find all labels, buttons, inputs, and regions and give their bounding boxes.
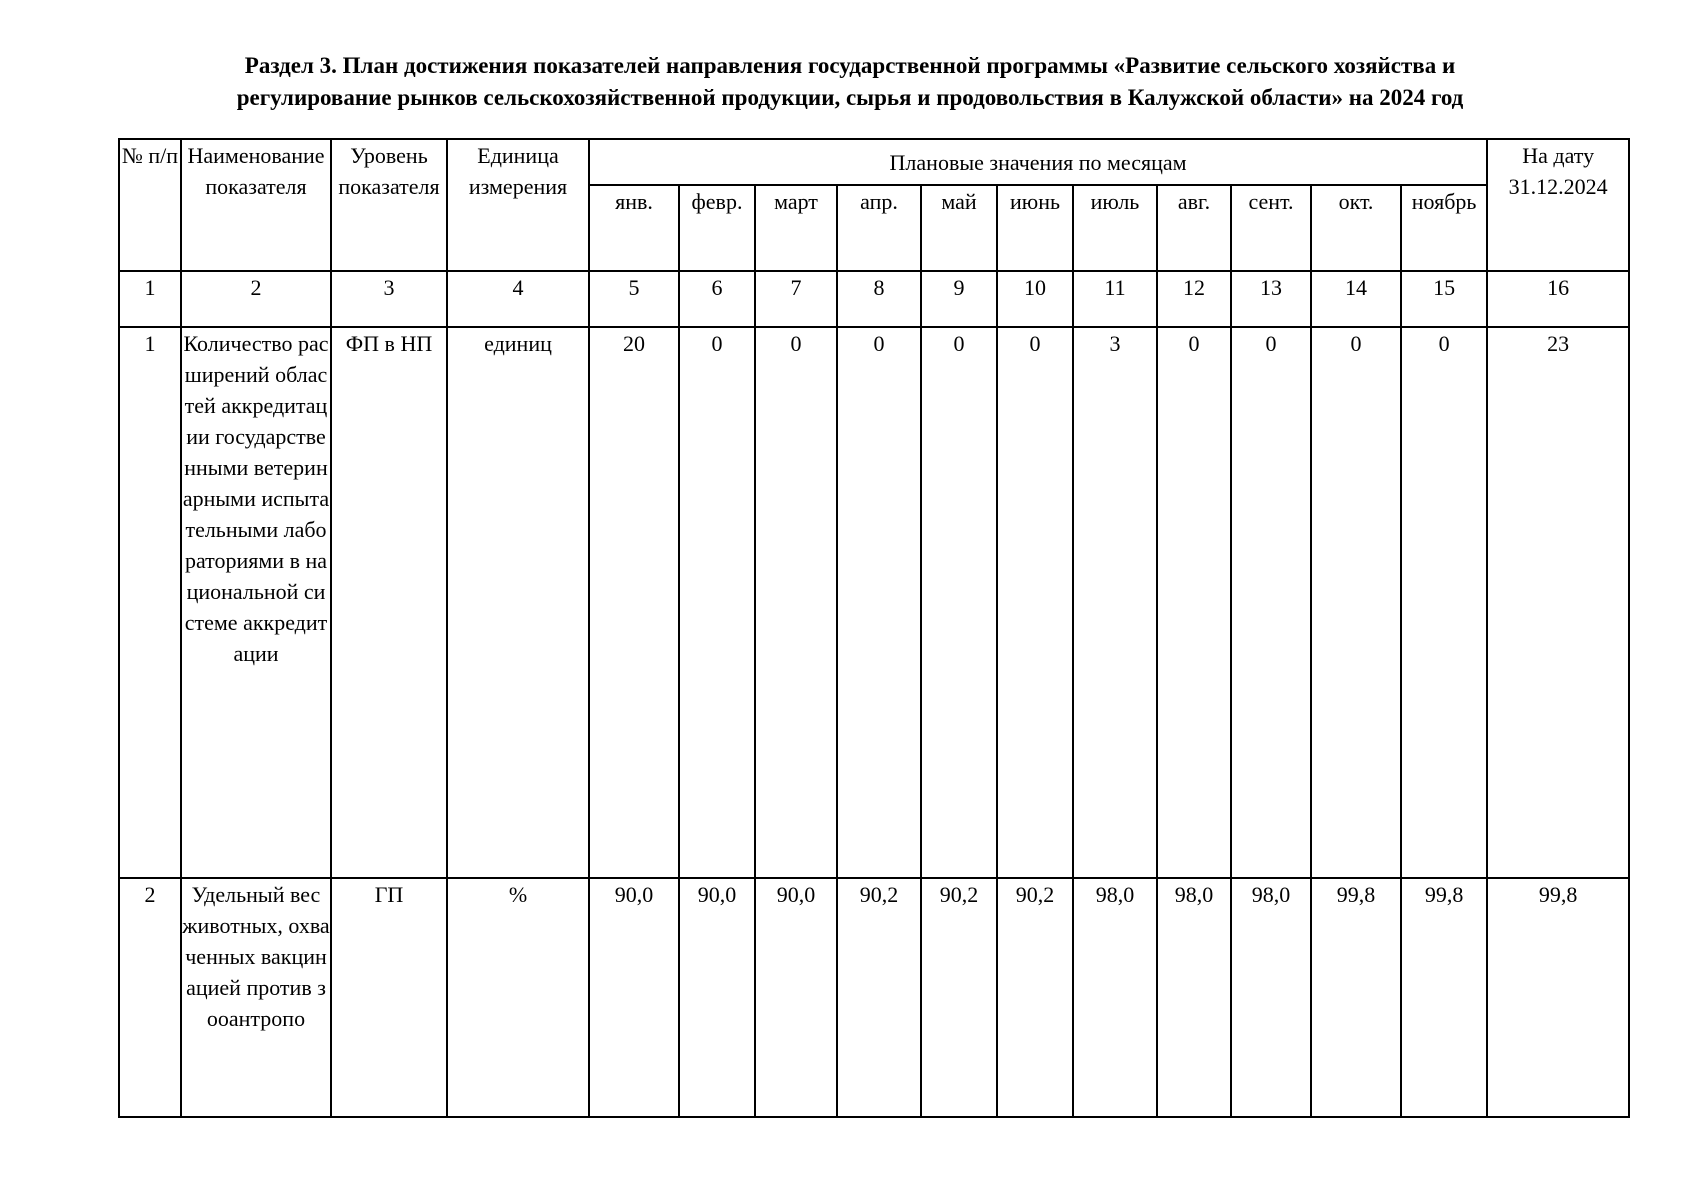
- header-row: [119, 139, 1629, 185]
- column-number: 4: [447, 271, 589, 327]
- column-number: 1: [119, 271, 181, 327]
- table-row: [119, 327, 1629, 878]
- title-line-1: Раздел 3. План достижения показателей направления государственной программы «Развитие сельского хозяйства и: [244, 53, 1456, 78]
- row-month-value: 0: [1401, 327, 1487, 878]
- month-header: ноябрь: [1401, 185, 1487, 271]
- month-header: янв.: [589, 185, 679, 271]
- row-level: ФП в НП: [331, 327, 447, 878]
- month-header: окт.: [1311, 185, 1401, 271]
- column-number: 11: [1073, 271, 1157, 327]
- header-level: Уровень показателя: [331, 139, 447, 271]
- row-month-value: 0: [1157, 327, 1231, 878]
- plan-table: [118, 138, 1630, 1118]
- header-num: № п/п: [119, 139, 181, 271]
- row-month-value: 90,0: [679, 878, 755, 1117]
- row-month-value: 90,2: [921, 878, 997, 1117]
- column-number-row: [119, 271, 1629, 327]
- column-number: 13: [1231, 271, 1311, 327]
- row-month-value: 0: [1231, 327, 1311, 878]
- row-month-value: 0: [755, 327, 837, 878]
- row-total: 23: [1487, 327, 1629, 878]
- header-total: На дату 31.12.2024: [1487, 139, 1629, 271]
- column-number: 3: [331, 271, 447, 327]
- row-month-value: 90,2: [997, 878, 1073, 1117]
- row-month-value: 90,0: [755, 878, 837, 1117]
- row-month-value: 0: [1311, 327, 1401, 878]
- column-number: 14: [1311, 271, 1401, 327]
- column-number: 10: [997, 271, 1073, 327]
- column-number: 6: [679, 271, 755, 327]
- row-month-value: 0: [679, 327, 755, 878]
- page-title: [120, 50, 1580, 114]
- row-level: ГП: [331, 878, 447, 1117]
- month-header: март: [755, 185, 837, 271]
- month-header: июнь: [997, 185, 1073, 271]
- month-header: май: [921, 185, 997, 271]
- header-unit: Единица измерения: [447, 139, 589, 271]
- column-number: 2: [181, 271, 331, 327]
- row-month-value: 99,8: [1311, 878, 1401, 1117]
- row-month-value: 3: [1073, 327, 1157, 878]
- row-num: 2: [119, 878, 181, 1117]
- row-unit: единиц: [447, 327, 589, 878]
- row-num: 1: [119, 327, 181, 878]
- month-header: сент.: [1231, 185, 1311, 271]
- column-number: 15: [1401, 271, 1487, 327]
- row-month-value: 98,0: [1231, 878, 1311, 1117]
- title-line-2: регулирование рынков сельскохозяйственной продукции, сырья и продовольствия в Калужской области» на 2024 год: [236, 85, 1464, 110]
- row-indicator-name: Количество расширений областей аккредитации государственными ветеринарными испытательными лабораториями в национальной системе аккредитации: [181, 327, 331, 878]
- row-month-value: 0: [921, 327, 997, 878]
- column-number: 9: [921, 271, 997, 327]
- header-name: Наименование показателя: [181, 139, 331, 271]
- column-number: 7: [755, 271, 837, 327]
- row-month-value: 90,2: [837, 878, 921, 1117]
- row-unit: %: [447, 878, 589, 1117]
- row-month-value: 20: [589, 327, 679, 878]
- column-number: 5: [589, 271, 679, 327]
- row-month-value: 0: [997, 327, 1073, 878]
- month-header: февр.: [679, 185, 755, 271]
- row-total: 99,8: [1487, 878, 1629, 1117]
- month-header: июль: [1073, 185, 1157, 271]
- header-monthly-group: Плановые значения по месяцам: [589, 139, 1487, 185]
- month-header: апр.: [837, 185, 921, 271]
- row-indicator-name: Удельный вес животных, охваченных вакцинацией против зооантропо: [181, 878, 331, 1117]
- column-number: 8: [837, 271, 921, 327]
- row-month-value: 98,0: [1073, 878, 1157, 1117]
- row-month-value: 0: [837, 327, 921, 878]
- column-number: 12: [1157, 271, 1231, 327]
- row-month-value: 90,0: [589, 878, 679, 1117]
- month-header: авг.: [1157, 185, 1231, 271]
- column-number: 16: [1487, 271, 1629, 327]
- table-row: [119, 878, 1629, 1117]
- row-month-value: 98,0: [1157, 878, 1231, 1117]
- row-month-value: 99,8: [1401, 878, 1487, 1117]
